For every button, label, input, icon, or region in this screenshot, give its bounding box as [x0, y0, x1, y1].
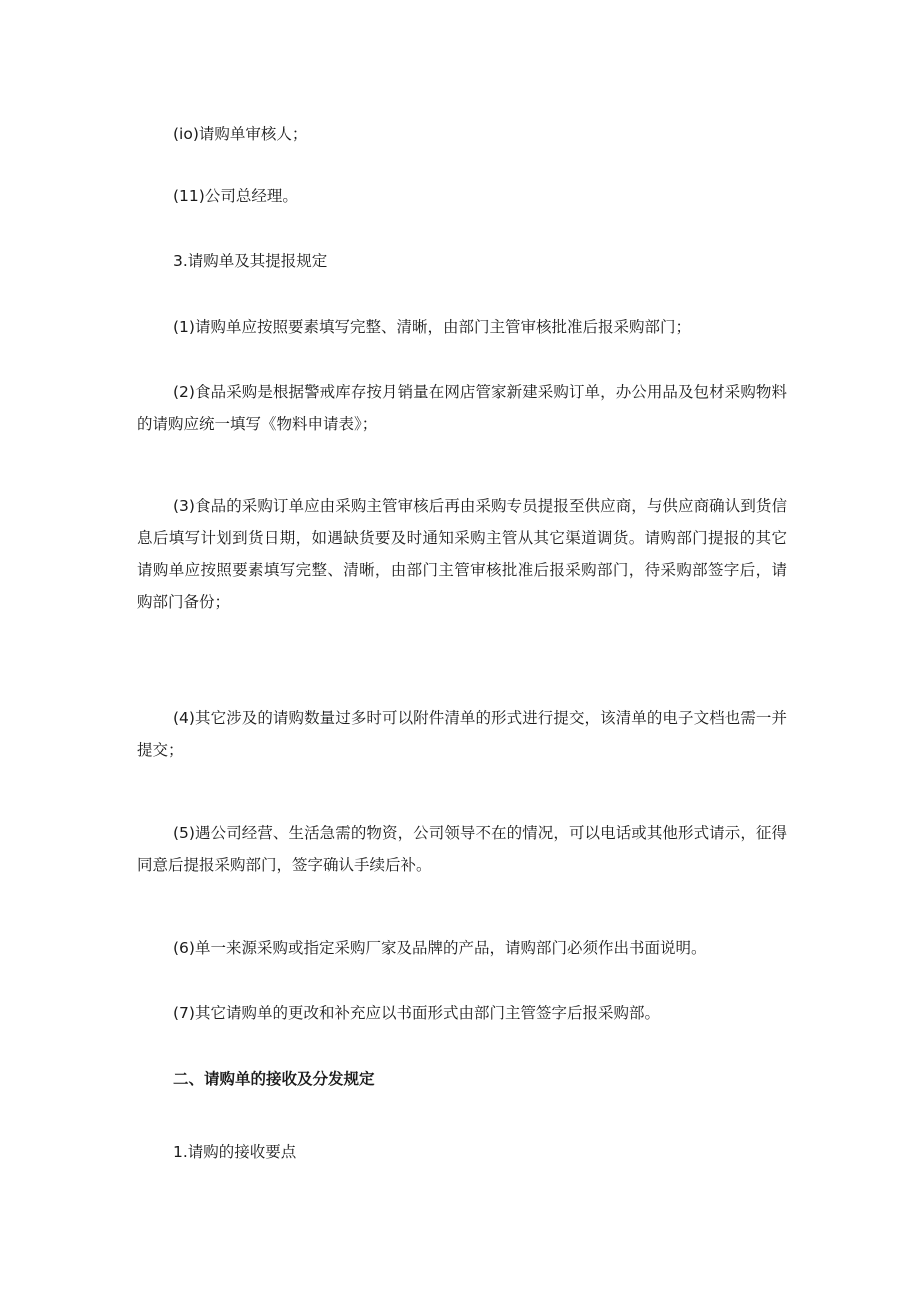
section-heading-receipt-distribution: 二、请购单的接收及分发规定 — [173, 1070, 375, 1088]
paragraph-item-4: (4)其它涉及的请购数量过多时可以附件清单的形式进行提交，该清单的电子文档也需一并提交； — [137, 709, 787, 759]
paragraph-item-6: (6)单一来源采购或指定采购厂家及品牌的产品，请购部门必须作出书面说明。 — [173, 939, 707, 957]
paragraph-item-7: (7)其它请购单的更改和补充应以书面形式由部门主管签字后报采购部。 — [173, 1004, 660, 1022]
section-heading-requisition-rules: 3.请购单及其提报规定 — [173, 252, 328, 270]
paragraph-item-1: (1)请购单应按照要素填写完整、清晰，由部门主管审核批准后报采购部门； — [173, 318, 691, 336]
paragraph-item-5: (5)遇公司经营、生活急需的物资，公司领导不在的情况，可以电话或其他形式请示，征得同意后提报采购部门，签字确认手续后补。 — [137, 824, 787, 874]
paragraph-item-2: (2)食品采购是根据警戒库存按月销量在网店管家新建采购订单，办公用品及包材采购物料的请购应统一填写《物料申请表》； — [137, 383, 787, 433]
paragraph-reviewer: (io)请购单审核人； — [173, 125, 308, 143]
paragraph-general-manager: (11)公司总经理。 — [173, 187, 298, 205]
paragraph-item-3: (3)食品的采购订单应由采购主管审核后再由采购专员提报至供应商，与供应商确认到货信息后填写计划到货日期，如遇缺货要及时通知采购主管从其它渠道调货。请购部门提报的其它请购单应按照要素填写完整、清晰，由部门主管审核批准后报采购部门，待采购部签字后，请购部门备份； — [137, 497, 787, 611]
subsection-heading-receipt-points: 1.请购的接收要点 — [173, 1143, 297, 1161]
